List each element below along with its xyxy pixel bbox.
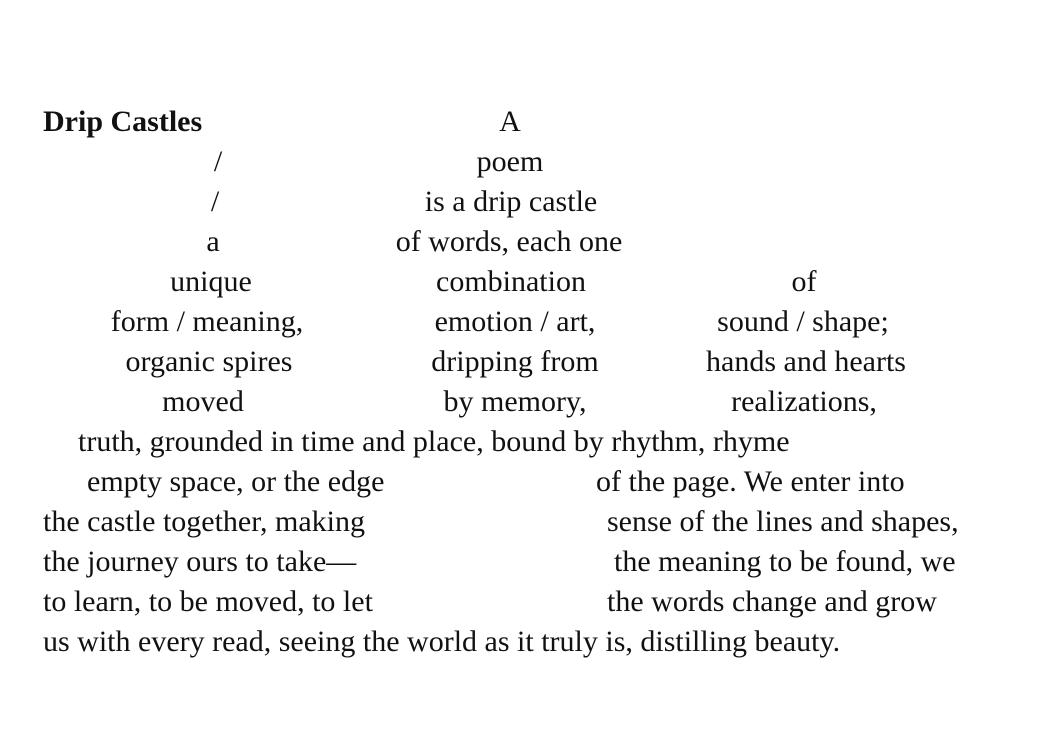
poem-line-segment: of — [791, 265, 817, 298]
poem-line-segment: sense of the lines and shapes, — [607, 505, 959, 538]
poem-line-segment: / — [210, 185, 220, 218]
poem-line-segment: the journey ours to take— — [43, 545, 357, 578]
poem-line-segment: dripping from — [431, 345, 599, 378]
poem-line-segment: a — [206, 225, 220, 258]
poem-line-segment: hands and hearts — [706, 345, 906, 378]
poem-line-segment: by memory, — [443, 385, 587, 418]
poem-line-segment: unique — [170, 265, 252, 298]
poem-line-segment: moved — [162, 385, 244, 418]
poem-line-segment: empty space, or the edge — [87, 465, 385, 498]
poem-line-segment: form / meaning, — [110, 305, 304, 338]
poem-line-segment: organic spires — [125, 345, 293, 378]
poem-line-segment: truth, grounded in time and place, bound by rhythm, rhyme — [78, 425, 790, 458]
poem-line-segment: A — [499, 105, 521, 138]
poem-line-segment: / — [213, 145, 223, 178]
poem-line-segment: sound / shape; — [717, 305, 889, 338]
poem-line-segment: the words change and grow — [607, 585, 937, 618]
poem-line-segment: is a drip castle — [424, 185, 598, 218]
poem-line-segment: the castle together, making — [43, 505, 366, 538]
poem-line-segment: the meaning to be found, we — [614, 545, 956, 578]
poem-line-segment: realizations, — [731, 385, 877, 418]
poem-line-segment: of the page. We enter into — [596, 465, 905, 498]
poem-line-segment: poem — [476, 145, 544, 178]
poem-title: Drip Castles — [43, 105, 203, 138]
poem-line-segment: combination — [436, 265, 586, 298]
poem-line-segment: of words, each one — [395, 225, 623, 258]
poem-line-segment: us with every read, seeing the world as it truly is, distilling beauty. — [43, 625, 841, 658]
poem-line-segment: emotion / art, — [434, 305, 596, 338]
poem-line-segment: to learn, to be moved, to let — [43, 585, 373, 618]
